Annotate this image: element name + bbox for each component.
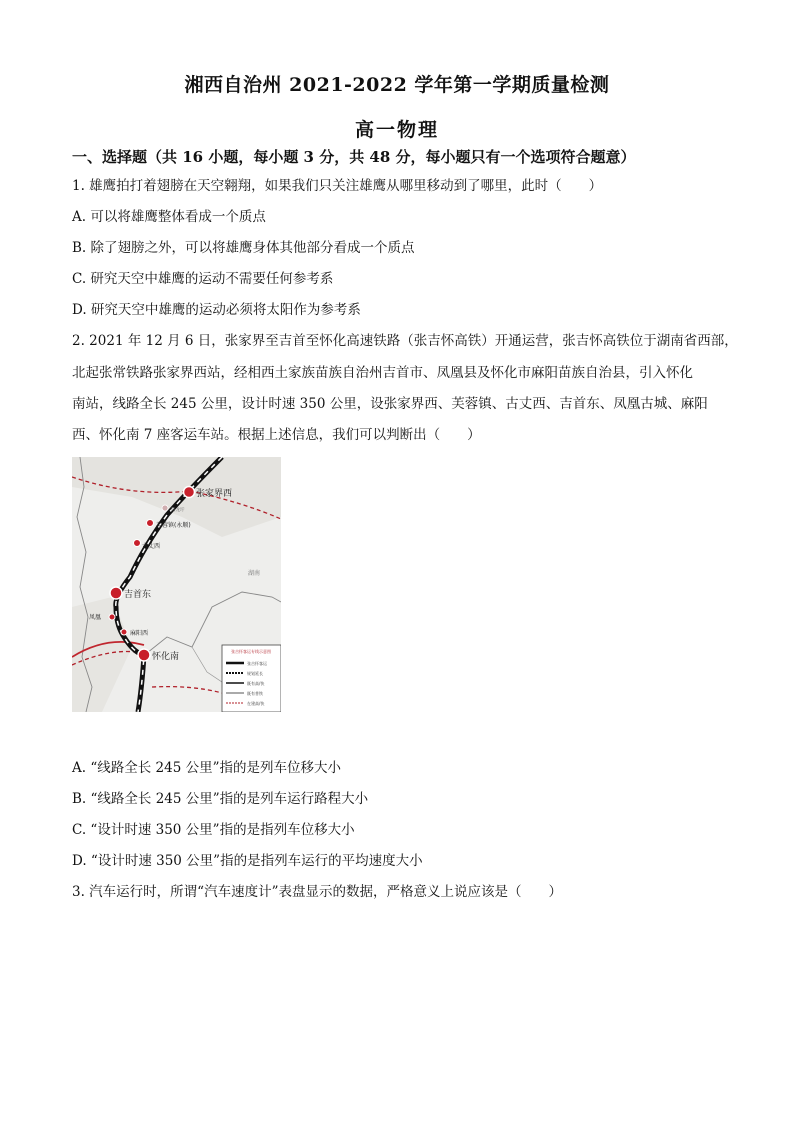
exam-title: 湘西自治州 2021-2022 学年第一学期质量检测 <box>184 74 610 96</box>
q2-stem-line-3: 南站，线路全长 245 公里，设计时速 350 公里，设张家界西、芙蓉镇、古丈西、吉首东、凤凰古城、麻阳 <box>72 396 708 412</box>
station-marker-minor <box>162 505 168 511</box>
station-label: 古丈西 <box>142 543 161 550</box>
q1-option-b: B. 除了翅膀之外，可以将雄鹰身体其他部分看成一个质点 <box>72 240 415 256</box>
legend-item: 张吉怀客运 <box>247 661 267 666</box>
q2-option-b: B. “线路全长 245 公里”指的是列车运行路程大小 <box>72 791 369 807</box>
minor-station-label: 回龙圩 <box>171 508 185 513</box>
q2-stem-line-4: 西、怀化南 7 座客运车站。根据上述信息，我们可以判断出（ ） <box>72 427 481 443</box>
q1-option-a: A. 可以将雄鹰整体看成一个质点 <box>72 209 266 225</box>
station-label: 麻阳西 <box>130 630 149 637</box>
q2-stem-line-1: 2. 2021 年 12 月 6 日，张家界至吉首至怀化高速铁路（张吉怀高铁）开通运营，张吉怀高铁位于湖南省西部， <box>72 333 738 349</box>
legend-item: 规划延长 <box>247 671 263 676</box>
q2-stem-line-2: 北起张常铁路张家界西站，经相西土家族苗族自治州吉首市、凤凰县及怀化市麻阳苗族自治县，引入怀化 <box>72 365 693 381</box>
legend-item: 既有高/快 <box>247 681 265 686</box>
railway-map <box>72 457 281 712</box>
q2-option-d: D. “设计时速 350 公里”指的是指列车运行的平均速度大小 <box>72 853 423 869</box>
station-marker <box>121 629 127 635</box>
q1-option-c: C. 研究天空中雄鹰的运动不需要任何参考系 <box>72 271 334 287</box>
station-marker <box>147 520 154 527</box>
station-label: 怀化南 <box>152 652 180 662</box>
station-marker <box>109 614 115 620</box>
legend-item: 在建高/快 <box>247 701 265 706</box>
section-heading: 一、选择题（共 16 小题，每小题 3 分，共 48 分，每小题只有一个选项符合题意） <box>72 148 636 166</box>
station-label: 吉首东 <box>124 590 152 600</box>
map-legend <box>222 645 281 712</box>
station-marker <box>184 487 195 498</box>
q1-stem: 1. 雄鹰拍打着翅膀在天空翱翔，如果我们只关注雄鹰从哪里移动到了哪里，此时（ ） <box>72 178 603 194</box>
legend-item: 既有普铁 <box>247 691 263 696</box>
station-label: 芙蓉镇(永顺) <box>156 522 191 529</box>
station-label: 张家界西 <box>196 489 233 499</box>
station-marker <box>110 587 122 599</box>
region-label: 湖南 <box>248 570 261 577</box>
station-marker <box>134 540 141 547</box>
q2-option-c: C. “设计时速 350 公里”指的是指列车位移大小 <box>72 822 355 838</box>
q2-option-a: A. “线路全长 245 公里”指的是列车位移大小 <box>72 760 341 776</box>
q3-stem: 3. 汽车运行时，所谓“汽车速度计”表盘显示的数据，严格意义上说应该是（ ） <box>72 884 562 900</box>
legend-title: 张吉怀客运专线示意图 <box>231 649 271 654</box>
q1-option-d: D. 研究天空中雄鹰的运动必须将太阳作为参考系 <box>72 302 361 318</box>
exam-subject: 高一物理 <box>354 119 439 141</box>
station-marker <box>138 649 150 661</box>
station-label: 凤凰 <box>89 614 102 621</box>
